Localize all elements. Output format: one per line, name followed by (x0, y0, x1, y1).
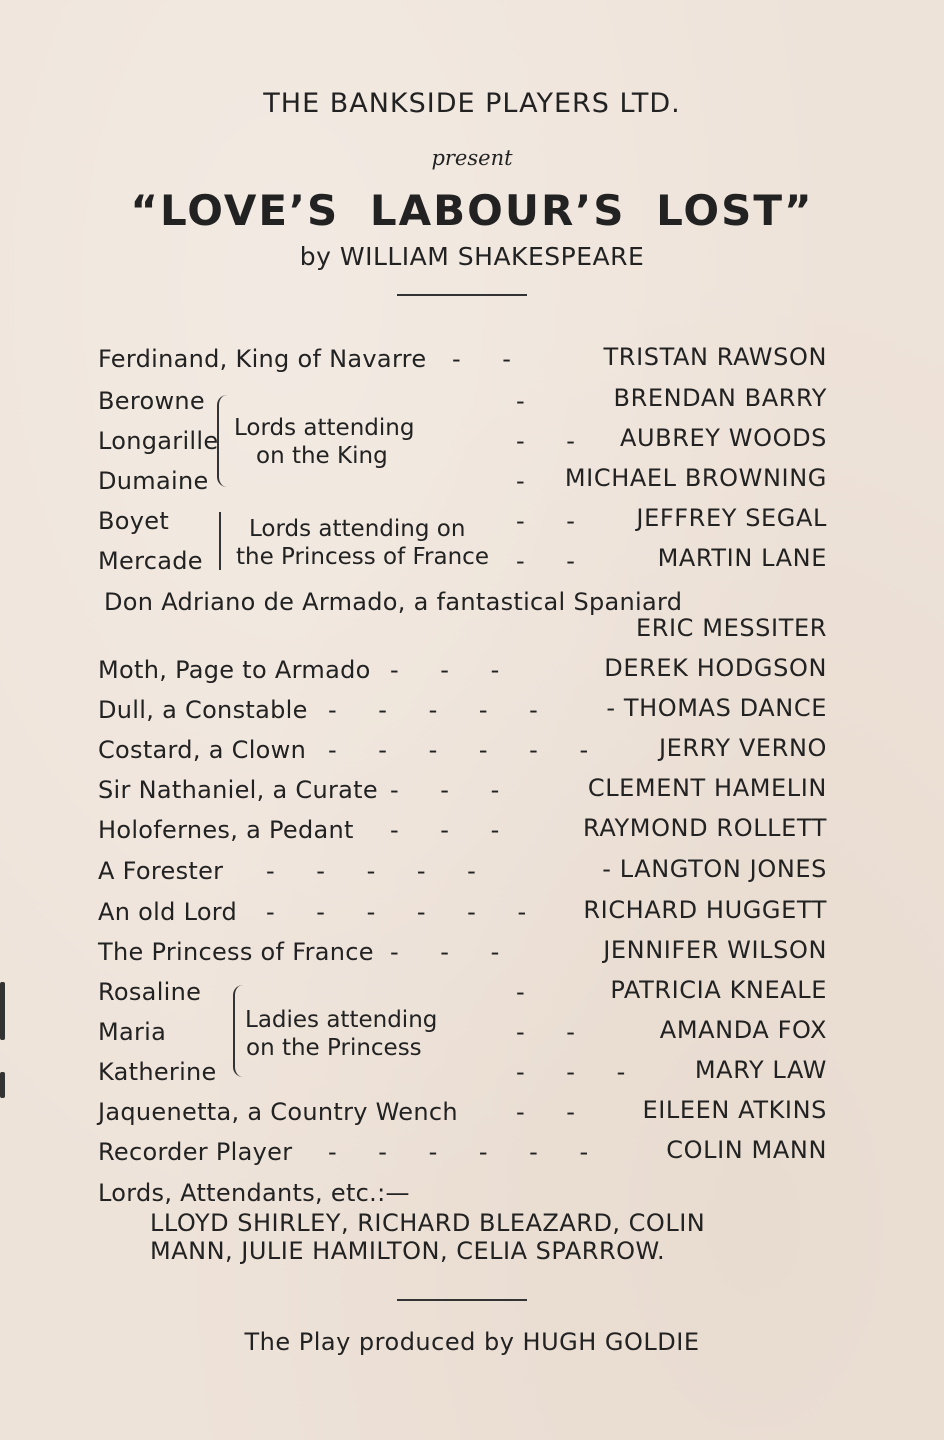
ensemble-names-line2: MANN, JULIE HAMILTON, CELIA SPARROW. (150, 1237, 666, 1265)
dash-leader: - - (516, 1098, 575, 1126)
dash-leader: - - (516, 547, 575, 575)
role-rosaline: Rosaline (98, 978, 202, 1006)
role-forester: A Forester (98, 857, 224, 885)
play-author: by WILLIAM SHAKESPEARE (299, 242, 645, 271)
actor-nathaniel: CLEMENT HAMELIN (587, 774, 827, 802)
group-label-lords-princess-line1: Lords attending on (249, 516, 466, 542)
role-ensemble: Lords, Attendants, etc.:— (98, 1179, 410, 1207)
actor-ferdinand: TRISTAN RAWSON (603, 343, 827, 371)
dash-leader: - - - (516, 1058, 626, 1086)
role-dull: Dull, a Constable (98, 696, 308, 724)
producer-credit: The Play produced by HUGH GOLDIE (244, 1328, 700, 1356)
actor-forester: - LANGTON JONES (602, 855, 827, 883)
group-brace (219, 512, 221, 570)
divider (397, 294, 527, 296)
dash-leader: - - (516, 507, 575, 535)
dash-leader: - (516, 387, 525, 415)
role-maria: Maria (98, 1018, 167, 1046)
dash-leader: - - - - - - (328, 1138, 589, 1166)
dash-leader: - - - (390, 656, 500, 684)
group-label-ladies-line1: Ladies attending (245, 1007, 438, 1033)
role-berowne: Berowne (98, 387, 205, 415)
dash-leader: - (516, 467, 525, 495)
actor-dull: - THOMAS DANCE (606, 694, 827, 722)
page-edge-mark (0, 1072, 5, 1098)
role-katherine: Katherine (98, 1058, 217, 1086)
actor-maria: AMANDA FOX (659, 1016, 827, 1044)
role-mercade: Mercade (98, 547, 203, 575)
dash-leader: - - - - - (328, 696, 538, 724)
actor-katherine: MARY LAW (694, 1056, 827, 1084)
dash-leader: - - - - - - (328, 736, 589, 764)
dash-leader: - - - (390, 938, 500, 966)
dash-leader: - - - - - - (266, 898, 527, 926)
actor-costard: JERRY VERNO (658, 734, 827, 762)
role-old-lord: An old Lord (98, 898, 238, 926)
dash-leader: - - (516, 427, 575, 455)
group-label-lords-king-line1: Lords attending (234, 415, 415, 441)
role-costard: Costard, a Clown (98, 736, 307, 764)
actor-holofernes: RAYMOND ROLLETT (583, 814, 827, 842)
actor-armado: ERIC MESSITER (635, 614, 827, 642)
group-brace (233, 985, 245, 1077)
dash-leader: - (516, 978, 525, 1006)
dash-leader: - - (452, 345, 511, 373)
actor-berowne: BRENDAN BARRY (613, 384, 827, 412)
role-nathaniel: Sir Nathaniel, a Curate (98, 776, 378, 804)
group-label-lords-king-line2: on the King (256, 443, 388, 469)
dash-leader: - - (516, 1018, 575, 1046)
role-boyet: Boyet (98, 507, 170, 535)
actor-moth: DEREK HODGSON (604, 654, 827, 682)
actor-dumaine: MICHAEL BROWNING (564, 464, 827, 492)
role-ferdinand: Ferdinand, King of Navarre (98, 345, 427, 373)
play-title: “LOVE’S LABOUR’S LOST” (130, 186, 814, 235)
role-jaquenetta: Jaquenetta, a Country Wench (98, 1098, 458, 1126)
role-princess: The Princess of France (98, 938, 374, 966)
role-holofernes: Holofernes, a Pedant (98, 816, 354, 844)
company-name: THE BANKSIDE PLAYERS LTD. (263, 88, 681, 119)
role-dumaine: Dumaine (98, 467, 209, 495)
actor-longarille: AUBREY WOODS (619, 424, 827, 452)
page-edge-mark (0, 982, 5, 1040)
group-brace (217, 395, 229, 487)
divider (397, 1299, 527, 1301)
role-armado: Don Adriano de Armado, a fantastical Spaniard (104, 588, 683, 616)
role-recorder: Recorder Player (98, 1138, 293, 1166)
actor-jaquenetta: EILEEN ATKINS (642, 1096, 827, 1124)
ensemble-names-line1: LLOYD SHIRLEY, RICHARD BLEAZARD, COLIN (150, 1209, 706, 1237)
role-moth: Moth, Page to Armado (98, 656, 371, 684)
role-longarille: Longarille (98, 427, 219, 455)
dash-leader: - - - - - (266, 857, 476, 885)
group-label-ladies-line2: on the Princess (246, 1035, 422, 1061)
actor-boyet: JEFFREY SEGAL (636, 504, 827, 532)
actor-rosaline: PATRICIA KNEALE (610, 976, 827, 1004)
dash-leader: - - - (390, 816, 500, 844)
actor-old-lord: RICHARD HUGGETT (583, 896, 827, 924)
present-text: present (431, 146, 513, 170)
dash-leader: - - - (390, 776, 500, 804)
actor-mercade: MARTIN LANE (657, 544, 827, 572)
actor-recorder: COLIN MANN (666, 1136, 827, 1164)
actor-princess: JENNIFER WILSON (603, 936, 827, 964)
group-label-lords-princess-line2: the Princess of France (236, 544, 489, 570)
